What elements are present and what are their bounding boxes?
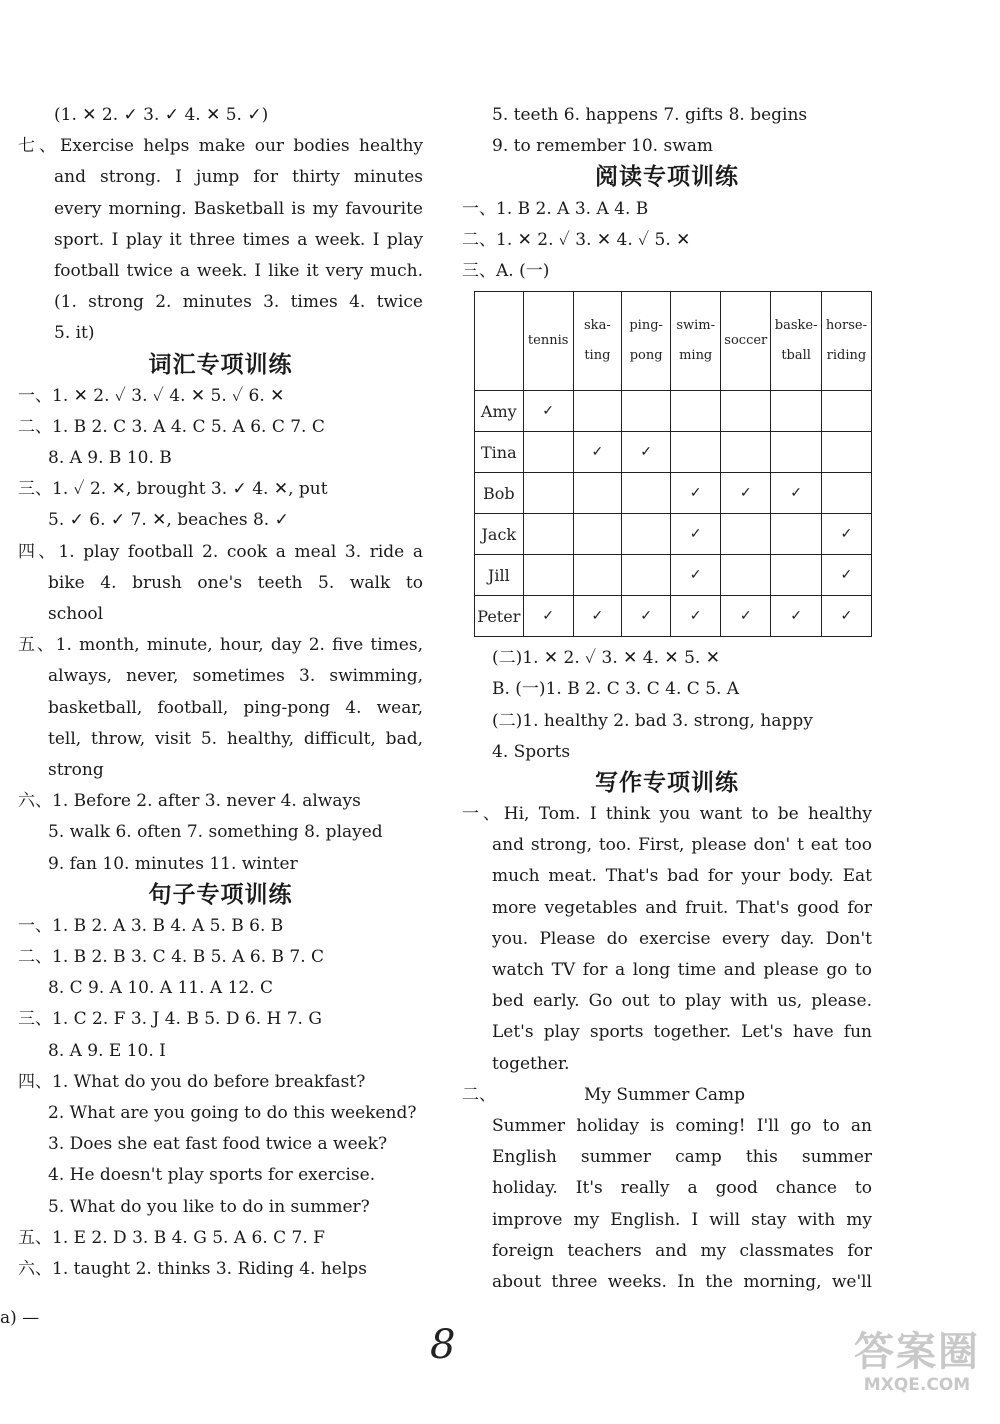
watermark-top: 答案圈 [854, 1329, 980, 1375]
table-cell [821, 432, 871, 473]
row-name: Bob [475, 473, 524, 514]
table-header-cell: ping- pong [622, 292, 671, 391]
sentence-line-3: 8. C 9. A 10. A 11. A 12. C [48, 978, 274, 999]
table-cell [573, 391, 621, 432]
table-cell: ✓ [671, 596, 721, 637]
writing-p1-last: together. [492, 1053, 570, 1074]
table-cell [573, 514, 621, 555]
watermark-logo [842, 1330, 992, 1396]
row-name: Jack [475, 514, 524, 555]
s7-line-2: and strong. I jump for thirty minutes [54, 167, 423, 188]
table-cell [523, 432, 573, 473]
vocab-line-7: bike 4. brush one's teeth 5. walk to [48, 572, 423, 593]
table-cell [771, 555, 821, 596]
table-cell [771, 391, 821, 432]
writing-p1-line-1: 一、Hi, Tom. I think you want to be healthy [462, 804, 872, 825]
sentence-line-5: 8. A 9. E 10. I [48, 1040, 166, 1061]
table-cell [821, 473, 871, 514]
table-header-cell: baske- tball [771, 292, 821, 391]
footer-left-mark: a) — [0, 1308, 40, 1328]
reading-after-4: 4. Sports [492, 741, 571, 762]
table-header-row [475, 292, 872, 391]
table-cell: ✓ [622, 596, 671, 637]
table-row [475, 596, 872, 637]
s7-line-1: 七、Exercise helps make our bodies healthy [18, 136, 423, 157]
top-line-1: 5. teeth 6. happens 7. gifts 8. begins [492, 105, 808, 125]
vocab-line-4: 三、1. ✓ 2. ✕, brought 3. ✓ 4. ✕, put [18, 479, 328, 500]
writing-p2-title-line [462, 1080, 872, 1111]
s6-answer-line: (1. ✕ 2. ✓ 3. ✓ 4. ✕ 5. ✓) [54, 105, 269, 125]
right-column [462, 100, 872, 1298]
vocab-line-13: strong [48, 759, 104, 780]
reading-line-2: 二、1. ✕ 2. ✓ 3. ✕ 4. ✓ 5. ✕ [462, 229, 691, 250]
table-row [475, 514, 872, 555]
table-cell [671, 391, 721, 432]
table-cell [523, 514, 573, 555]
sentence-line-6: 四、1. What do you do before breakfast? [18, 1071, 366, 1092]
table-row [475, 555, 872, 596]
table-cell [622, 555, 671, 596]
reading-after-3: (二)1. healthy 2. bad 3. strong, happy [492, 710, 813, 731]
table-cell: ✓ [821, 596, 871, 637]
vocab-heading: 词汇专项训练 [148, 351, 293, 378]
writing-p2-line-2: English summer camp this summer [492, 1147, 872, 1168]
top-line-2: 9. to remember 10. swam [492, 136, 714, 157]
table-cell: ✓ [721, 473, 771, 514]
table-cell [821, 391, 871, 432]
writing-p2-line-4: improve my English. I will stay with my [492, 1209, 872, 1230]
vocab-line-15: 5. walk 6. often 7. something 8. played [48, 822, 383, 843]
table-cell: ✓ [671, 514, 721, 555]
sentence-line-12: 六、1. taught 2. thinks 3. Riding 4. helps [18, 1258, 367, 1279]
table-cell: ✓ [771, 596, 821, 637]
left-column [18, 100, 423, 1285]
sports-table [474, 291, 872, 637]
vocab-line-16: 9. fan 10. minutes 11. winter [48, 853, 298, 874]
s7-answer-1: (1. strong 2. minutes 3. times 4. twice [54, 292, 423, 313]
writing-p1-line-6: watch TV for a long time and please go to [492, 960, 872, 980]
table-header-cell: swim- ming [671, 292, 721, 391]
writing-p1-label: 一、 [462, 804, 504, 825]
table-cell: ✓ [671, 555, 721, 596]
s7-answer-2: 5. it) [54, 323, 95, 344]
reading-after-2: B. (一)1. B 2. C 3. C 4. C 5. A [492, 679, 740, 700]
table-cell [721, 391, 771, 432]
sentence-line-4: 三、1. C 2. F 3. J 4. B 5. D 6. H 7. G [18, 1009, 322, 1030]
table-cell [771, 432, 821, 473]
table-header-cell: horse- riding [821, 292, 871, 391]
table-cell: ✓ [671, 473, 721, 514]
vocab-line-8: school [48, 604, 104, 624]
vocab-line-14: 六、1. Before 2. after 3. never 4. always [18, 791, 361, 812]
sentence-line-1: 一、1. B 2. A 3. B 4. A 5. B 6. B [18, 915, 284, 936]
table-cell [622, 514, 671, 555]
row-name: Jill [475, 555, 524, 596]
table-cell: ✓ [523, 596, 573, 637]
writing-p2-line-6: about three weeks. In the morning, we'll [492, 1271, 872, 1292]
table-row [475, 473, 872, 514]
row-name: Amy [475, 391, 524, 432]
table-cell: ✓ [573, 596, 621, 637]
table-row [475, 391, 872, 432]
writing-p2-label: 二、 [462, 1084, 496, 1105]
reading-line-3: 三、A. (一) [462, 260, 550, 281]
page-number: 8 [430, 1322, 456, 1368]
vocab-line-12: tell, throw, visit 5. healthy, difficult, bad, [48, 728, 423, 749]
table-cell [771, 514, 821, 555]
table-cell: ✓ [622, 432, 671, 473]
vocab-line-3: 8. A 9. B 10. B [48, 448, 172, 469]
sentence-line-9: 4. He doesn't play sports for exercise. [48, 1165, 376, 1186]
table-cell [622, 473, 671, 514]
writing-p2-line-3: holiday. It's really a good chance to [492, 1178, 872, 1199]
vocab-line-2: 二、1. B 2. C 3. A 4. C 5. A 6. C 7. C [18, 416, 325, 437]
s7-line-4: sport. I play it three times a week. I play [54, 229, 423, 250]
table-cell [721, 555, 771, 596]
table-cell: ✓ [821, 555, 871, 596]
table-row [475, 432, 872, 473]
table-corner-cell [475, 292, 524, 391]
sentence-line-7: 2. What are you going to do this weekend? [48, 1103, 417, 1123]
reading-after-1: (二)1. ✕ 2. ✓ 3. ✕ 4. ✕ 5. ✕ [492, 648, 720, 669]
table-cell [523, 555, 573, 596]
table-cell [721, 432, 771, 473]
watermark-bottom: MXQE.COM [863, 1375, 971, 1395]
table-cell [523, 473, 573, 514]
writing-p2-line-5: foreign teachers and my classmates for [492, 1240, 872, 1261]
writing-p1-line-3: much meat. That's bad for your body. Eat [492, 866, 872, 887]
sentence-line-8: 3. Does she eat fast food twice a week? [48, 1134, 388, 1155]
vocab-line-1: 一、1. ✕ 2. ✓ 3. ✓ 4. ✕ 5. ✓ 6. ✕ [18, 385, 285, 406]
table-header-cell: soccer [721, 292, 771, 391]
sentence-line-10: 5. What do you like to do in summer? [48, 1196, 370, 1217]
writing-p1-line-2: and strong, too. First, please don' t eat too [492, 835, 872, 856]
writing-p1-line-7: bed early. Go out to play with us, please. [492, 991, 872, 1012]
table-cell: ✓ [821, 514, 871, 555]
table-cell [573, 555, 621, 596]
table-cell [622, 391, 671, 432]
sentence-line-2: 二、1. B 2. B 3. C 4. B 5. A 6. B 7. C [18, 947, 325, 968]
writing-p1-line-5: you. Please do exercise every day. Don't [492, 928, 872, 949]
writing-p1-line-4: more vegetables and fruit. That's good for [492, 897, 872, 918]
sentence-line-11: 五、1. E 2. D 3. B 4. G 5. A 6. C 7. F [18, 1227, 325, 1248]
s7-line-3: every morning. Basketball is my favourite [54, 198, 423, 219]
vocab-line-5: 5. ✓ 6. ✓ 7. ✕, beaches 8. ✓ [48, 510, 289, 531]
sentence-heading: 句子专项训练 [148, 881, 293, 908]
table-cell [721, 514, 771, 555]
reading-heading: 阅读专项训练 [595, 164, 739, 191]
reading-line-1: 一、1. B 2. A 3. A 4. B [462, 198, 649, 219]
row-name: Tina [475, 432, 524, 473]
writing-heading: 写作专项训练 [595, 769, 739, 796]
table-header-cell: ska- ting [573, 292, 621, 391]
table-cell: ✓ [523, 391, 573, 432]
table-cell [671, 432, 721, 473]
writing-p2-line-1: Summer holiday is coming! I'll go to an [492, 1115, 872, 1136]
vocab-line-10: always, never, sometimes 3. swimming, [48, 666, 423, 687]
vocab-line-6: 四、1. play football 2. cook a meal 3. ride a [18, 541, 423, 562]
table-cell [573, 473, 621, 514]
table-cell: ✓ [721, 596, 771, 637]
s7-line-5: football twice a week. I like it very much. [54, 260, 423, 281]
writing-p1-line-8: Let's play sports together. Let's have fun [492, 1022, 872, 1043]
row-name: Peter [475, 596, 524, 637]
table-header-cell: tennis [523, 292, 573, 391]
table-cell: ✓ [771, 473, 821, 514]
writing-p2-title: My Summer Camp [584, 1084, 745, 1105]
s7-label: 七、 [18, 136, 60, 157]
vocab-line-11: basketball, football, ping-pong 4. wear, [48, 697, 423, 718]
table-cell: ✓ [573, 432, 621, 473]
vocab-line-9: 五、1. month, minute, hour, day 2. five times, [18, 635, 423, 656]
